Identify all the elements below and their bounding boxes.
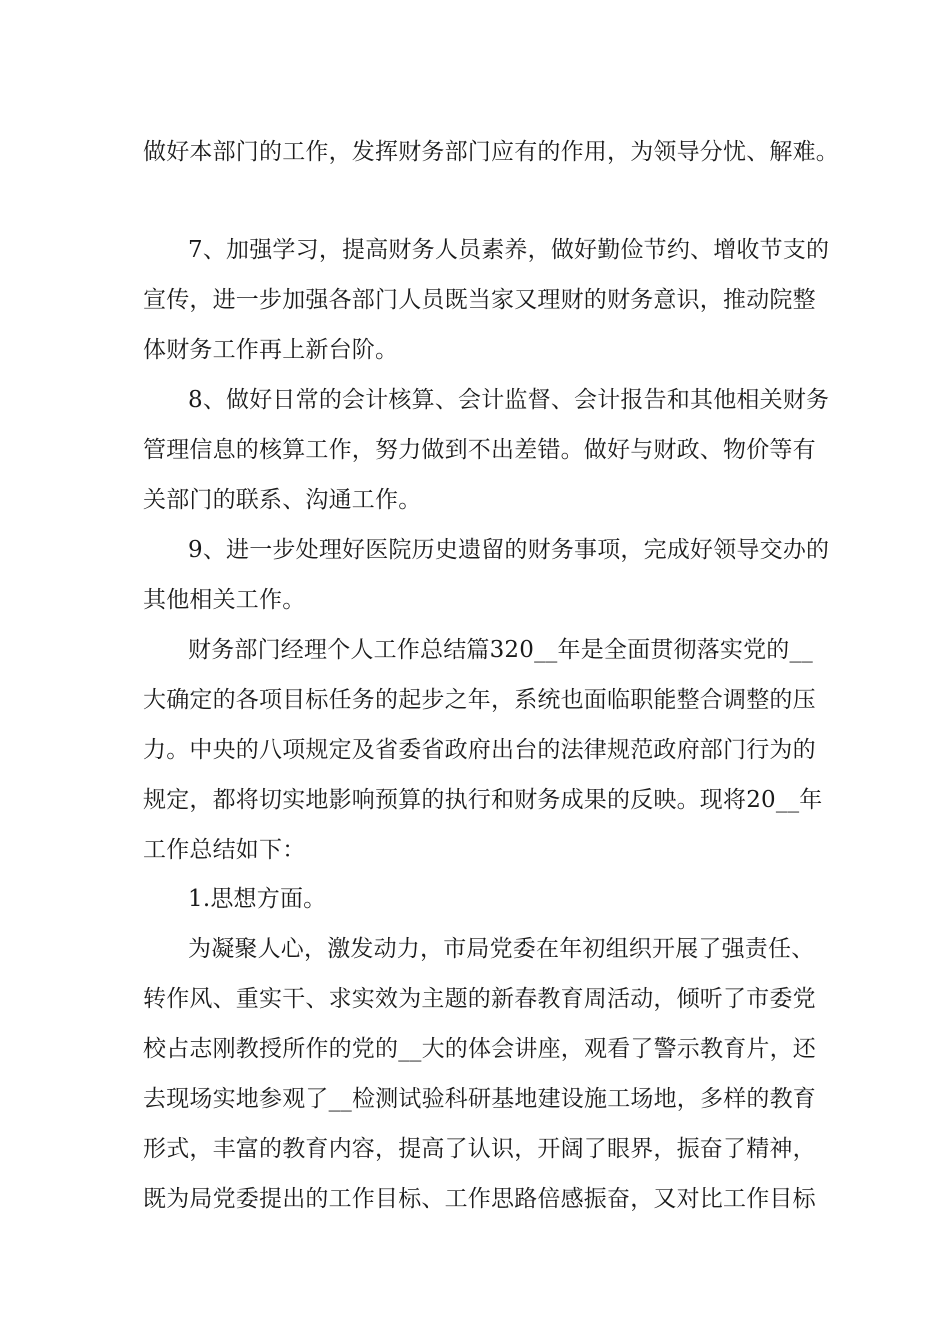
text-line: 9、进一步处理好医院历史遗留的财务事项，完成好领导交办的 (188, 537, 830, 563)
text-line: 宣传，进一步加强各部门人员既当家又理财的财务意识，推动院整 (143, 287, 816, 313)
text-line: 7、加强学习，提高财务人员素养，做好勤俭节约、增收节支的 (188, 237, 830, 263)
text-line: 管理信息的核算工作，努力做到不出差错。做好与财政、物价等有 (143, 437, 816, 463)
text-line: 既为局党委提出的工作目标、工作思路倍感振奋，又对比工作目标 (143, 1186, 816, 1212)
text-line: 财务部门经理个人工作总结篇320__年是全面贯彻落实党的__ (188, 637, 813, 663)
text-line: 大确定的各项目标任务的起步之年，系统也面临职能整合调整的压 (143, 687, 816, 713)
text-line: 工作总结如下： (143, 837, 306, 863)
text-line: 为凝聚人心，激发动力，市局党委在年初组织开展了强责任、 (188, 936, 815, 962)
text-line: 关部门的联系、沟通工作。 (143, 487, 422, 513)
text-line: 其他相关工作。 (143, 587, 306, 613)
text-line: 规定，都将切实地影响预算的执行和财务成果的反映。现将20__年 (143, 787, 823, 813)
text-line: 做好本部门的工作，发挥财务部门应有的作用，为领导分忧、解难。 (143, 139, 839, 165)
section-heading: 1.思想方面。 (188, 886, 327, 912)
text-line: 8、做好日常的会计核算、会计监督、会计报告和其他相关财务 (188, 387, 830, 413)
text-line: 校占志刚教授所作的党的__大的体会讲座，观看了警示教育片，还 (143, 1036, 816, 1062)
text-line: 形式，丰富的教育内容，提高了认识，开阔了眼界，振奋了精神， (143, 1136, 816, 1162)
text-line: 去现场实地参观了__检测试验科研基地建设施工场地，多样的教育 (143, 1086, 816, 1112)
text-line: 力。中央的八项规定及省委省政府出台的法律规范政府部门行为的 (143, 737, 816, 763)
text-line: 体财务工作再上新台阶。 (143, 337, 399, 363)
text-line: 转作风、重实干、求实效为主题的新春教育周活动，倾听了市委党 (143, 986, 816, 1012)
